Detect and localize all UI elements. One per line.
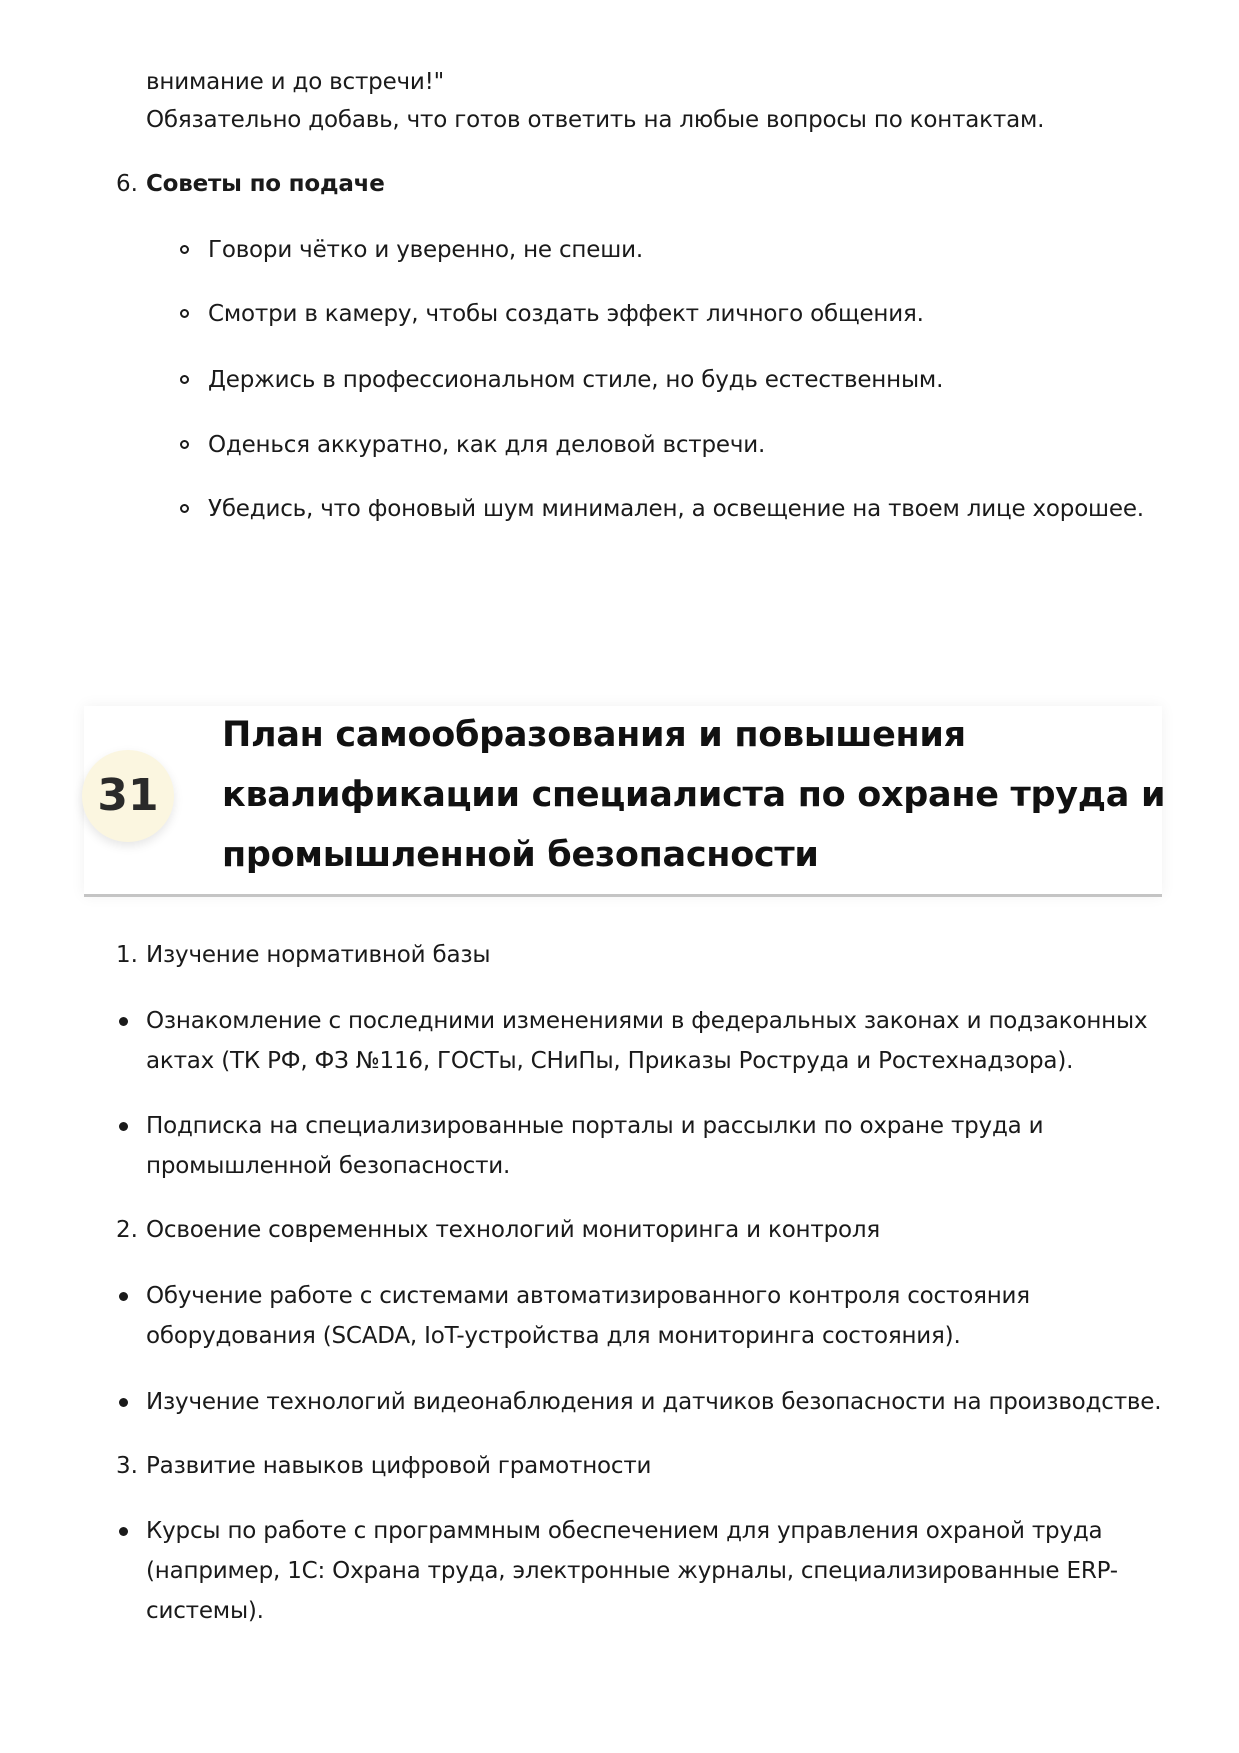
plan-item-title: Изучение нормативной базы bbox=[146, 942, 491, 968]
section-number-badge: 31 bbox=[82, 750, 174, 842]
plan-item-number: 1. bbox=[116, 942, 138, 968]
tip-item: Говори чётко и уверенно, не спеши. bbox=[208, 237, 643, 263]
tip-item: Убедись, что фоновый шум минимален, а освещение на твоем лице хорошее. bbox=[208, 496, 1144, 522]
plan-bullet-text: Курсы по работе с программным обеспечением для управления охраной труда bbox=[146, 1518, 1103, 1544]
plan-bullet-text: системы). bbox=[146, 1598, 264, 1624]
plan-bullet-text: актах (ТК РФ, ФЗ №116, ГОСТы, СНиПы, Приказы Роструда и Ростехнадзора). bbox=[146, 1048, 1074, 1074]
plan-item-number: 2. bbox=[116, 1217, 138, 1243]
section-divider bbox=[84, 894, 1162, 897]
plan-bullet-text: (например, 1С: Охрана труда, электронные журналы, специализированные ERP- bbox=[146, 1558, 1118, 1584]
bullet-icon bbox=[119, 1398, 128, 1407]
tip-bullet-icon bbox=[180, 245, 189, 254]
plan-bullet-text: оборудования (SCADA, IoT-устройства для мониторинга состояния). bbox=[146, 1323, 961, 1349]
section-title-line: квалификации специалиста по охране труда и bbox=[222, 775, 1166, 815]
plan-bullet-text: Изучение технологий видеонаблюдения и датчиков безопасности на производстве. bbox=[146, 1389, 1162, 1415]
bullet-icon bbox=[119, 1527, 128, 1536]
tip-bullet-icon bbox=[180, 504, 189, 513]
speech-closing-line: внимание и до встречи!" bbox=[146, 69, 445, 95]
tips-number: 6. bbox=[116, 171, 138, 197]
tip-item: Смотри в камеру, чтобы создать эффект личного общения. bbox=[208, 301, 924, 327]
speech-note: Обязательно добавь, что готов ответить на любые вопросы по контактам. bbox=[146, 107, 1045, 133]
tip-bullet-icon bbox=[180, 375, 189, 384]
section-title-line: План самообразования и повышения bbox=[222, 715, 966, 755]
plan-bullet-text: промышленной безопасности. bbox=[146, 1153, 511, 1179]
section-title-line: промышленной безопасности bbox=[222, 835, 819, 875]
plan-bullet-text: Обучение работе с системами автоматизированного контроля состояния bbox=[146, 1283, 1030, 1309]
plan-item-number: 3. bbox=[116, 1453, 138, 1479]
tip-bullet-icon bbox=[180, 440, 189, 449]
tip-item: Держись в профессиональном стиле, но будь естественным. bbox=[208, 367, 944, 393]
tip-item: Оденься аккуратно, как для деловой встречи. bbox=[208, 432, 766, 458]
bullet-icon bbox=[119, 1017, 128, 1026]
plan-item-title: Развитие навыков цифровой грамотности bbox=[146, 1453, 652, 1479]
tip-bullet-icon bbox=[180, 309, 189, 318]
plan-item-title: Освоение современных технологий мониторинга и контроля bbox=[146, 1217, 881, 1243]
plan-bullet-text: Подписка на специализированные порталы и рассылки по охране труда и bbox=[146, 1113, 1044, 1139]
bullet-icon bbox=[119, 1122, 128, 1131]
bullet-icon bbox=[119, 1292, 128, 1301]
plan-bullet-text: Ознакомление с последними изменениями в федеральных законах и подзаконных bbox=[146, 1008, 1148, 1034]
tips-title: Советы по подаче bbox=[146, 171, 385, 197]
